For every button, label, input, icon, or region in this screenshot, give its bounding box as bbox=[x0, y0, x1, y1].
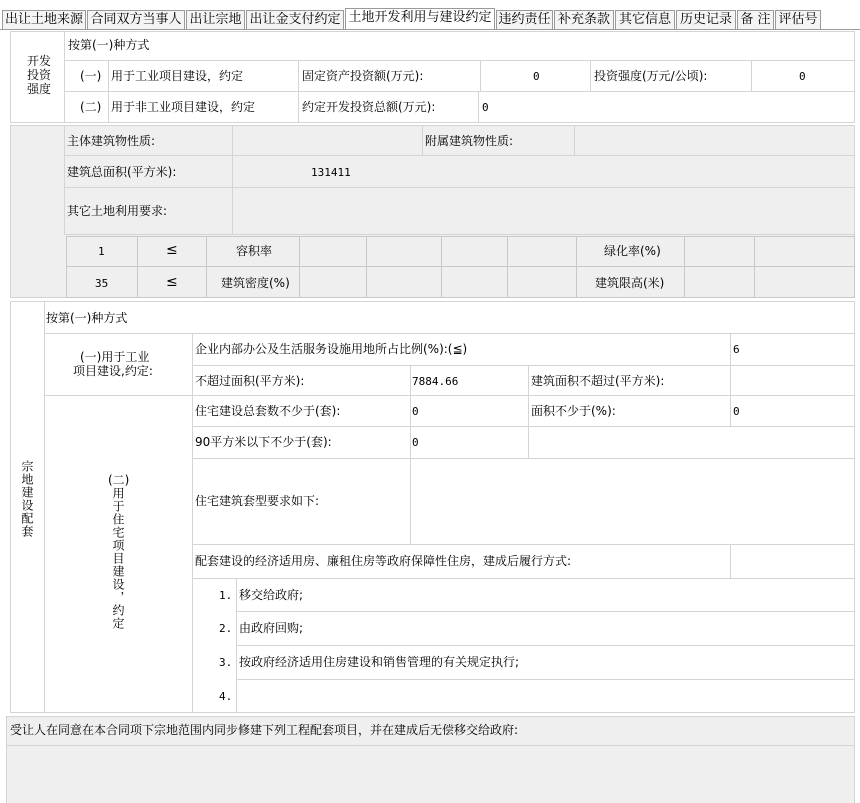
tab-bar bbox=[0, 0, 860, 30]
industrial-project-label: 用于工业项目建设，约定 bbox=[111, 69, 244, 83]
non-industrial-project-label: 用于非工业项目建设，约定 bbox=[111, 100, 256, 114]
max-area-label: 不超过面积(平方米): bbox=[195, 374, 305, 388]
option-2-text[interactable]: 由政府回购; bbox=[239, 621, 304, 635]
res-sets-value[interactable]: 0 bbox=[412, 405, 419, 418]
office-ratio-label: 企业内部办公及生活服务设施用地所占比例(%):(≦) bbox=[195, 342, 468, 356]
far-label: 容积率 bbox=[236, 244, 273, 258]
option-4-number: 4. bbox=[219, 690, 233, 703]
res-sets-label: 住宅建设总套数不少于(套): bbox=[195, 404, 341, 418]
far-operator: ≤ bbox=[166, 242, 178, 258]
indicator-table bbox=[66, 236, 855, 298]
invest-side-label: 开发投资强度 bbox=[26, 54, 51, 96]
fixed-asset-label: 固定资产投资额(万元): bbox=[302, 69, 424, 83]
other-land-use-label: 其它土地利用要求: bbox=[67, 204, 168, 218]
density-label: 建筑密度(%) bbox=[221, 276, 290, 290]
fixed-asset-value[interactable]: 0 bbox=[533, 70, 540, 83]
config-method: 按第(一)种方式 bbox=[46, 311, 128, 325]
area-min-value[interactable]: 0 bbox=[733, 405, 740, 418]
under90-value[interactable]: 0 bbox=[412, 436, 419, 449]
under90-label: 90平方米以下不少于(套): bbox=[195, 435, 332, 449]
tab-appraisal[interactable]: 评估号 bbox=[775, 10, 821, 30]
total-building-area-value[interactable]: 131411 bbox=[311, 166, 351, 179]
industrial-config-label-1: (一)用于工业 bbox=[80, 350, 150, 364]
density-min-value[interactable]: 35 bbox=[95, 277, 109, 290]
house-type-label: 住宅建筑套型要求如下: bbox=[195, 494, 320, 508]
office-ratio-value[interactable]: 6 bbox=[733, 343, 740, 356]
tab-history[interactable]: 历史记录 bbox=[676, 10, 736, 30]
tab-underline bbox=[0, 29, 860, 30]
option-1-number: 1. bbox=[219, 589, 233, 602]
option-2-number: 2. bbox=[219, 622, 233, 635]
tab-breach[interactable]: 违约责任 bbox=[496, 10, 553, 30]
invest-method: 按第(一)种方式 bbox=[68, 38, 150, 52]
tab-supplement[interactable]: 补充条款 bbox=[554, 10, 614, 30]
affordable-housing-label: 配套建设的经济适用房、廉租住房等政府保障性住房，建成后履行方式: bbox=[195, 554, 572, 568]
far-min-value[interactable]: 1 bbox=[98, 245, 105, 258]
invest-intensity-label: 投资强度(万元/公顷): bbox=[594, 69, 708, 83]
total-invest-label: 约定开发投资总额(万元): bbox=[302, 100, 436, 114]
config-side-label: 宗地建设配套 bbox=[20, 460, 34, 538]
invest-intensity-value[interactable]: 0 bbox=[799, 70, 806, 83]
industrial-config-label-2: 项目建设,约定: bbox=[73, 364, 153, 378]
tab-payment[interactable]: 出让金支付约定 bbox=[246, 10, 344, 30]
residential-config-number: (二) bbox=[108, 473, 130, 487]
residential-config-label: 用于住宅项目建设，约定 bbox=[111, 487, 125, 630]
attached-building-nature-label: 附属建筑物性质: bbox=[425, 134, 514, 148]
tab-parties[interactable]: 合同双方当事人 bbox=[87, 10, 185, 30]
total-invest-value[interactable]: 0 bbox=[482, 101, 489, 114]
area-min-label: 面积不少于(%): bbox=[531, 404, 616, 418]
main-building-nature-label: 主体建筑物性质: bbox=[67, 134, 156, 148]
height-limit-label: 建筑限高(米) bbox=[595, 276, 665, 290]
build-area-limit-label: 建筑面积不超过(平方米): bbox=[531, 374, 665, 388]
tab-parcel[interactable]: 出让宗地 bbox=[186, 10, 245, 30]
green-rate-label: 绿化率(%) bbox=[604, 244, 661, 258]
density-operator: ≤ bbox=[166, 274, 178, 290]
tab-land-source[interactable]: 出让土地来源 bbox=[2, 10, 86, 30]
option-3-text[interactable]: 按政府经济适用住房建设和销售管理的有关规定执行; bbox=[239, 655, 520, 669]
option-3-number: 3. bbox=[219, 656, 233, 669]
total-building-area-label: 建筑总面积(平方米): bbox=[67, 165, 177, 179]
invest-row1-number: (一) bbox=[80, 69, 102, 83]
tab-other-info[interactable]: 其它信息 bbox=[615, 10, 675, 30]
max-area-value[interactable]: 7884.66 bbox=[412, 375, 459, 388]
option-1-text[interactable]: 移交给政府; bbox=[239, 588, 304, 602]
tab-development[interactable]: 土地开发利用与建设约定 bbox=[345, 8, 495, 30]
footer-text: 受让人在同意在本合同项下宗地范围内同步修建下列工程配套项目，并在建成后无偿移交给政府: bbox=[10, 723, 519, 737]
invest-row2-number: (二) bbox=[80, 100, 102, 114]
tab-remarks[interactable]: 备 注 bbox=[737, 10, 774, 30]
